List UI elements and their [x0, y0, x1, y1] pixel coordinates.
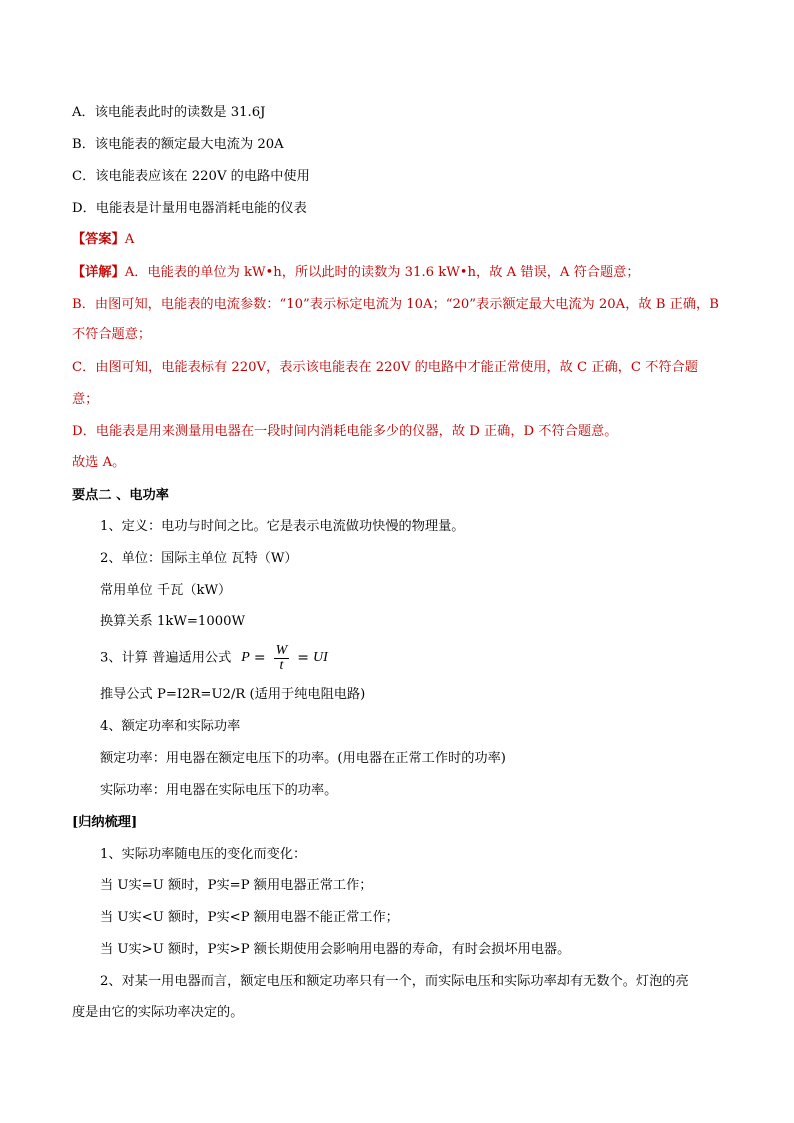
section2-heading: 要点二 、电功率 — [72, 488, 169, 503]
unit: 2、单位：国际主单位 瓦特（W） — [100, 551, 298, 566]
explanation-a-text: A．电能表的单位为 kW•h，所以此时的读数为 31.6 kW•h，故 A 错误，A 符合题意； — [124, 265, 640, 280]
explanation-label: 【详解】 — [72, 265, 125, 280]
calc-formula-line — [100, 641, 328, 676]
summary-case2: 当 U实<U 额时，P实<P 额用电器不能正常工作； — [100, 910, 399, 925]
rated-power: 额定功率：用电器在额定电压下的功率。(用电器在正常工作时的功率) — [100, 751, 506, 766]
explanation-c-line1: C．由图可知，电能表标有 220V，表示该电能表在 220V 的电路中才能正常使用，故 C 正确，C 不符合题 — [72, 360, 698, 375]
common-unit: 常用单位 千瓦（kW） — [100, 583, 232, 598]
summary-case1: 当 U实=U 额时，P实=P 额用电器正常工作； — [100, 878, 373, 893]
answer-line — [72, 230, 134, 250]
explanation-b-line2: 不符合题意； — [72, 327, 152, 342]
summary-point2-line2: 度是由它的实际功率决定的。 — [72, 1005, 244, 1020]
summary-case3: 当 U实>U 额时，P实>P 额长期使用会影响用电器的寿命，有时会损坏用电器。 — [100, 942, 571, 957]
option-d: D．电能表是计量用电器消耗电能的仪表 — [72, 201, 307, 216]
explanation-b-line1: B．由图可知，电能表的电流参数：“10”表示标定电流为 10A；“20”表示额定最大电流为 20A，故 B 正确，B — [72, 297, 719, 312]
formula-p: P — [241, 650, 250, 665]
summary-heading: [归纳梳理] — [72, 815, 138, 830]
summary-point2-line1: 2、对某一用电器而言，额定电压和额定功率只有一个，而实际电压和实际功率却有无数个。灯泡的亮 — [100, 974, 689, 989]
definition: 1、定义：电功与时间之比。它是表示电流做功快慢的物理量。 — [100, 519, 465, 534]
conversion: 换算关系 1kW=1000W — [100, 614, 246, 629]
power-formula — [241, 641, 327, 675]
answer-value: A — [124, 232, 135, 247]
actual-power: 实际功率：用电器在实际电压下的功率。 — [100, 783, 338, 798]
formula-fraction — [274, 644, 290, 673]
explanation-conclusion: 故选 A。 — [72, 455, 126, 470]
derived-formula: 推导公式 P=I2R=U2/R (适用于纯电阻电路) — [100, 687, 366, 702]
formula-w: W — [275, 642, 288, 658]
option-b: B．该电能表的额定最大电流为 20A — [72, 137, 284, 152]
explanation-a — [72, 263, 640, 283]
formula-ui: UI — [312, 650, 328, 665]
option-a: A．该电能表此时的读数是 31.6J — [72, 105, 266, 120]
option-c: C．该电能表应该在 220V 的电路中使用 — [72, 169, 310, 184]
formula-eq2: = — [297, 650, 309, 666]
summary-point1: 1、实际功率随电压的变化而变化： — [100, 847, 307, 862]
explanation-d: D．电能表是用来测量用电器在一段时间内消耗电能多少的仪器，故 D 正确，D 不符合题意。 — [72, 424, 618, 439]
calc-label: 3、计算 普遍适用公式 — [100, 650, 232, 666]
answer-label: 【答案】 — [72, 232, 125, 247]
formula-eq: = — [253, 650, 266, 666]
rated-actual-title: 4、额定功率和实际功率 — [100, 719, 241, 734]
explanation-c-line2: 意； — [72, 392, 99, 407]
formula-t: t — [279, 657, 284, 673]
